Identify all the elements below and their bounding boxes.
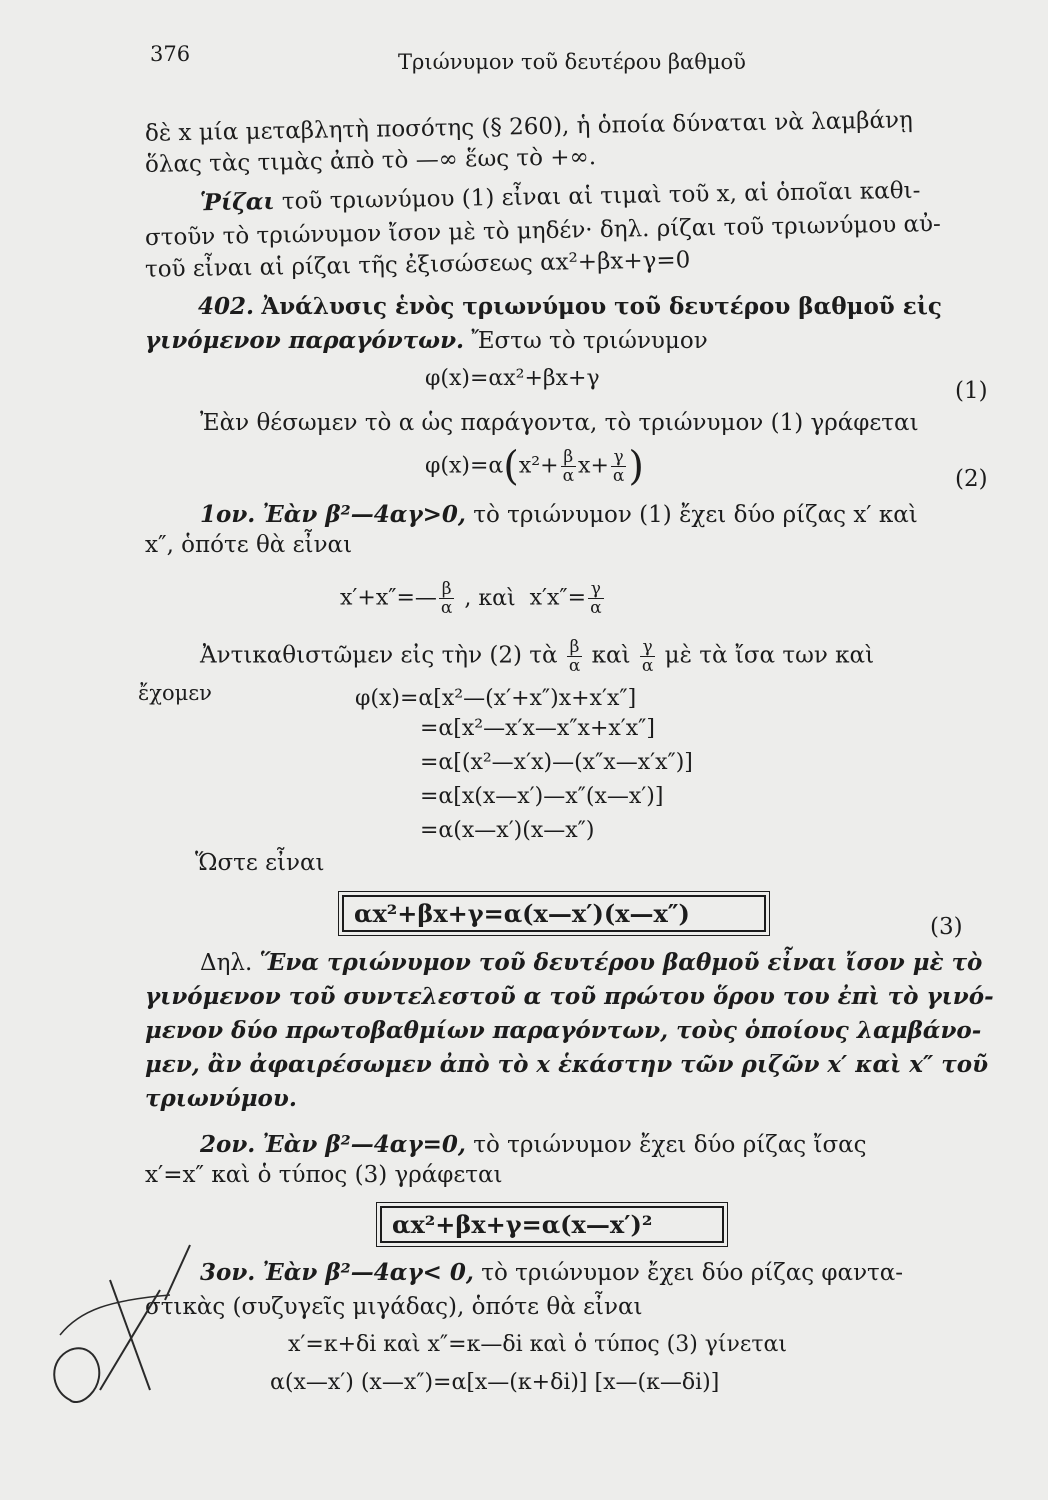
- section-title-line: [145, 326, 708, 356]
- denominator: α: [568, 656, 581, 676]
- derivation-step: =α[x(x—x′)—x″(x—x′)]: [420, 784, 664, 809]
- case-label: 2ον.: [200, 1131, 256, 1158]
- theorem-line: [200, 948, 982, 978]
- text: Ἀντικαθιστῶμεν εἰς τὴν (2) τὰ: [200, 642, 558, 669]
- equation-1: φ(x)=αx²+βx+γ: [425, 366, 600, 391]
- eq-part: x+: [578, 453, 609, 479]
- eq-part: x′x″=: [529, 585, 587, 611]
- text-line: στοῦν τὸ τριώνυμον ἴσον μὲ τὸ μηδέν· δηλ. ρίζαι τοῦ τριωνύμου αὐ-: [144, 211, 942, 251]
- text-line: τοῦ εἶναι αἱ ρίζαι τῆς ἐξισώσεως αx²+βx+γ=0: [144, 247, 691, 283]
- numerator: γ: [640, 638, 655, 657]
- text-line: x′=x″ καὶ ὁ τύπος (3) γράφεται: [145, 1162, 503, 1188]
- derivation-step: =α[(x²—x′x)—(x″x—x′x″)]: [420, 750, 693, 775]
- text-line: δὲ x μία μεταβλητὴ ποσότης (§ 260), ἡ ὁποία δύναται νὰ λαμβάνῃ: [144, 107, 913, 147]
- numerator: γ: [611, 448, 626, 467]
- eq-part: x²+: [518, 453, 559, 479]
- roots-term: Ῥίζαι: [199, 187, 275, 217]
- complex-factorization: α(x—x′) (x—x″)=α[x—(κ+δi)] [x—(κ—δi)]: [270, 1370, 720, 1395]
- numerator: β: [439, 580, 454, 599]
- boxed-equation-case-2: αx²+βx+γ=α(x—x′)²: [380, 1206, 724, 1243]
- denominator: α: [440, 598, 453, 618]
- text: μὲ τὰ ἴσα των καὶ: [664, 642, 875, 669]
- section-number: 402.: [198, 293, 255, 320]
- case-1-line: [200, 500, 918, 530]
- text-line: στικὰς (συζυγεῖς μιγάδας), ὁπότε θὰ εἶναι: [145, 1294, 643, 1320]
- fraction: [567, 638, 582, 675]
- case-label: 1ον.: [200, 501, 256, 528]
- equation-tag: (3): [930, 914, 963, 940]
- paren: ): [628, 443, 644, 490]
- fraction: [439, 580, 454, 617]
- fraction: [640, 638, 655, 675]
- case-3-line: [200, 1258, 903, 1288]
- text: τοῦ τριωνύμου (1) εἶναι αἱ τιμαὶ τοῦ x, αἱ ὁποῖαι καθι-: [281, 177, 921, 215]
- text: ἔχομεν: [138, 681, 212, 705]
- case-condition: Ἐὰν β²—4αγ=0,: [262, 1131, 466, 1158]
- substitute-line: [200, 638, 874, 675]
- numerator: β: [561, 448, 576, 467]
- page-number: 376: [150, 42, 191, 66]
- complex-roots: x′=κ+δi καὶ x″=κ—δi καὶ ὁ τύπος (3) γίνεται: [288, 1332, 787, 1357]
- equation-tag: (1): [955, 378, 988, 404]
- theorem-line: γινόμενον τοῦ συντελεστοῦ α τοῦ πρώτου ὅρου του ἐπὶ τὸ γινό-: [145, 983, 994, 1010]
- section-title: Ἀνάλυσις ἑνὸς τριωνύμου τοῦ δευτέρου βαθμοῦ εἰς: [261, 293, 942, 320]
- case-2-line: [200, 1130, 867, 1160]
- equation-2: [425, 443, 644, 490]
- denominator: α: [562, 466, 575, 486]
- denominator: α: [612, 466, 625, 486]
- theorem-text: Ἕνα τριώνυμον τοῦ δευτέρου βαθμοῦ εἶναι ἴσον μὲ τὸ: [259, 949, 983, 976]
- text-line: Ὥστε εἶναι: [195, 850, 325, 876]
- denominator: α: [590, 598, 602, 618]
- running-title: Τριώνυμον τοῦ δευτέρου βαθμοῦ: [398, 50, 746, 74]
- vieta-relations: [340, 580, 606, 617]
- text: Ἔστω τὸ τριώνυμον: [471, 328, 708, 354]
- eq-part: x′+x″=—: [340, 585, 437, 611]
- denominator: α: [641, 656, 654, 676]
- derivation-step: φ(x)=α[x²—(x′+x″)x+x′x″]: [355, 686, 637, 711]
- section-title: γινόμενον παραγόντων.: [145, 327, 465, 354]
- equation-tag: (2): [955, 466, 988, 492]
- case-label: 3ον.: [200, 1259, 256, 1286]
- handwritten-margin-note: [40, 1240, 200, 1410]
- fraction: [611, 448, 626, 485]
- text: τὸ τριώνυμον (1) ἔχει δύο ρίζας x′ καὶ: [473, 502, 918, 528]
- text: Δηλ.: [200, 950, 253, 976]
- numerator: γ: [588, 580, 603, 599]
- section-title-line: [198, 292, 942, 322]
- eq-part: , καὶ: [464, 585, 516, 611]
- text-line: x″, ὁπότε θὰ εἶναι: [145, 532, 353, 558]
- derivation-step: =α[x²—x′x—x″x+x′x″]: [420, 716, 655, 741]
- text: καὶ: [591, 642, 631, 669]
- boxed-equation-3: αx²+βx+γ=α(x—x′)(x—x″): [342, 895, 766, 932]
- theorem-line: τριωνύμου.: [145, 1085, 297, 1112]
- text-line: Ἐὰν θέσωμεν τὸ α ὡς παράγοντα, τὸ τριώνυμον (1) γράφεται: [200, 410, 919, 436]
- fraction: [561, 448, 576, 485]
- numerator: β: [567, 638, 582, 657]
- theorem-line: μενον δύο πρωτοβαθμίων παραγόντων, τοὺς ὁποίους λαμβάνο-: [145, 1017, 982, 1044]
- case-condition: Ἐὰν β²—4αγ>0,: [262, 501, 466, 528]
- text: τὸ τριώνυμον ἔχει δύο ρίζας φαντα-: [481, 1260, 904, 1286]
- paren: (: [503, 443, 519, 490]
- text-line: ὅλας τὰς τιμὰς ἀπὸ τὸ —∞ ἕως τὸ +∞.: [144, 144, 597, 178]
- theorem-line: μεν, ἂν ἀφαιρέσωμεν ἀπὸ τὸ x ἑκάστην τῶν ριζῶν x′ καὶ x″ τοῦ: [145, 1051, 989, 1078]
- fraction: [588, 580, 603, 617]
- text: τὸ τριώνυμον ἔχει δύο ρίζας ἴσας: [473, 1132, 867, 1158]
- derivation-step: =α(x—x′)(x—x″): [420, 818, 595, 843]
- eq-part: φ(x)=α: [425, 453, 504, 479]
- case-condition: Ἐὰν β²—4αγ< 0,: [262, 1259, 474, 1286]
